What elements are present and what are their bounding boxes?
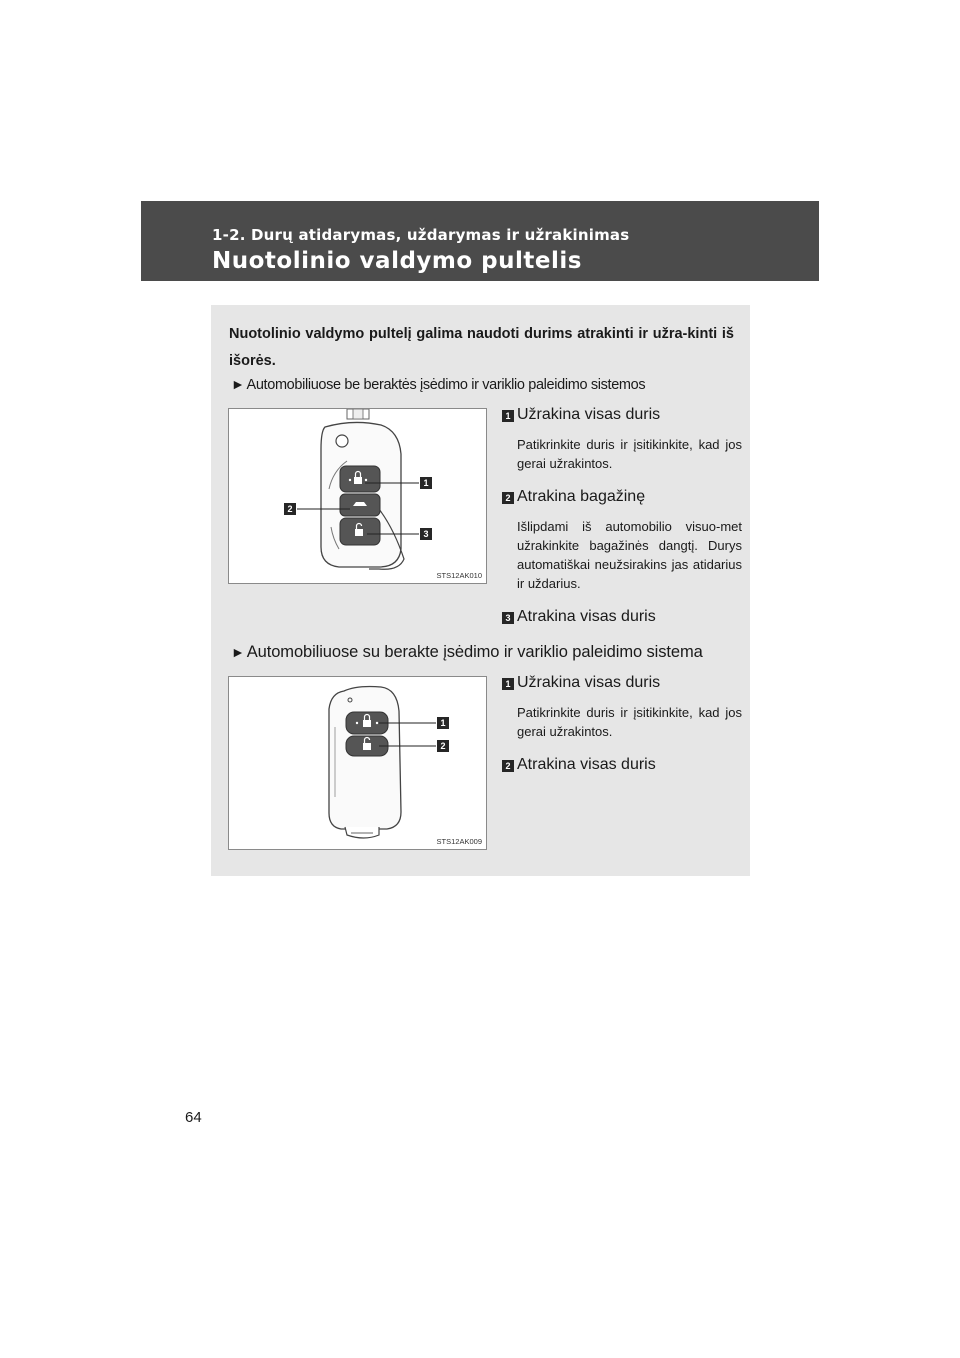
item-title-text: Užrakina visas duris — [517, 406, 661, 423]
figure-code: STS12AK009 — [436, 837, 482, 846]
item-number: 1 — [502, 410, 514, 422]
arrow-icon: ► — [231, 376, 245, 392]
content-panel — [211, 305, 750, 876]
section-header — [141, 201, 819, 281]
intro-text: Nuotolinio valdymo pultelį galima naudoti durims atrakinti ir užra-kinti iš išorės. — [229, 326, 734, 369]
callout-2: 2 — [437, 740, 449, 752]
page-title: Nuotolinio valdymo pultelis — [212, 248, 582, 274]
callout-3: 3 — [420, 528, 432, 540]
item-number: 3 — [502, 612, 514, 624]
flip-key-illustration — [229, 409, 486, 583]
item-title — [502, 755, 742, 775]
smart-key-illustration — [229, 677, 486, 849]
section-title: 1-2. Durų atidarymas, uždarymas ir užrakinimas — [212, 226, 630, 244]
subsection-heading-keyless-none — [231, 376, 645, 393]
figure-flip-key — [228, 408, 487, 584]
item-list-2 — [502, 673, 742, 775]
subsection-heading-text: Automobiliuose be beraktės įsėdimo ir variklio paleidimo sistemos — [246, 377, 646, 393]
item-body: Patikrinkite duris ir įsitikinkite, kad jos gerai užrakintos. — [517, 437, 742, 471]
callout-1: 1 — [420, 477, 432, 489]
item-title — [502, 607, 742, 627]
subsection-heading-keyless — [231, 643, 703, 662]
figure-smart-key — [228, 676, 487, 850]
item-body: Patikrinkite duris ir įsitikinkite, kad jos gerai užrakintos. — [517, 705, 742, 739]
item-title-text: Užrakina visas duris — [517, 674, 661, 691]
figure-code: STS12AK010 — [436, 571, 482, 580]
item-body: Išlipdami iš automobilio visuo-met užrakinkite bagažinės dangtį. Durys automatiškai neužsirakins jas atidarius ir uždarius. — [517, 519, 742, 591]
item-number: 1 — [502, 678, 514, 690]
item-number: 2 — [502, 492, 514, 504]
item-list-1 — [502, 405, 742, 627]
item-title — [502, 405, 742, 425]
item-title — [502, 673, 742, 693]
item-title — [502, 487, 742, 507]
arrow-icon: ► — [231, 644, 245, 660]
item-title-text: Atrakina bagažinę — [517, 488, 646, 505]
callout-1: 1 — [437, 717, 449, 729]
subsection-heading-text: Automobiliuose su berakte įsėdimo ir variklio paleidimo sistema — [246, 643, 703, 661]
item-number: 2 — [502, 760, 514, 772]
item-title-text: Atrakina visas duris — [517, 756, 656, 773]
item-title-text: Atrakina visas duris — [517, 608, 656, 625]
callout-2: 2 — [284, 503, 296, 515]
page-number: 64 — [185, 1109, 202, 1126]
